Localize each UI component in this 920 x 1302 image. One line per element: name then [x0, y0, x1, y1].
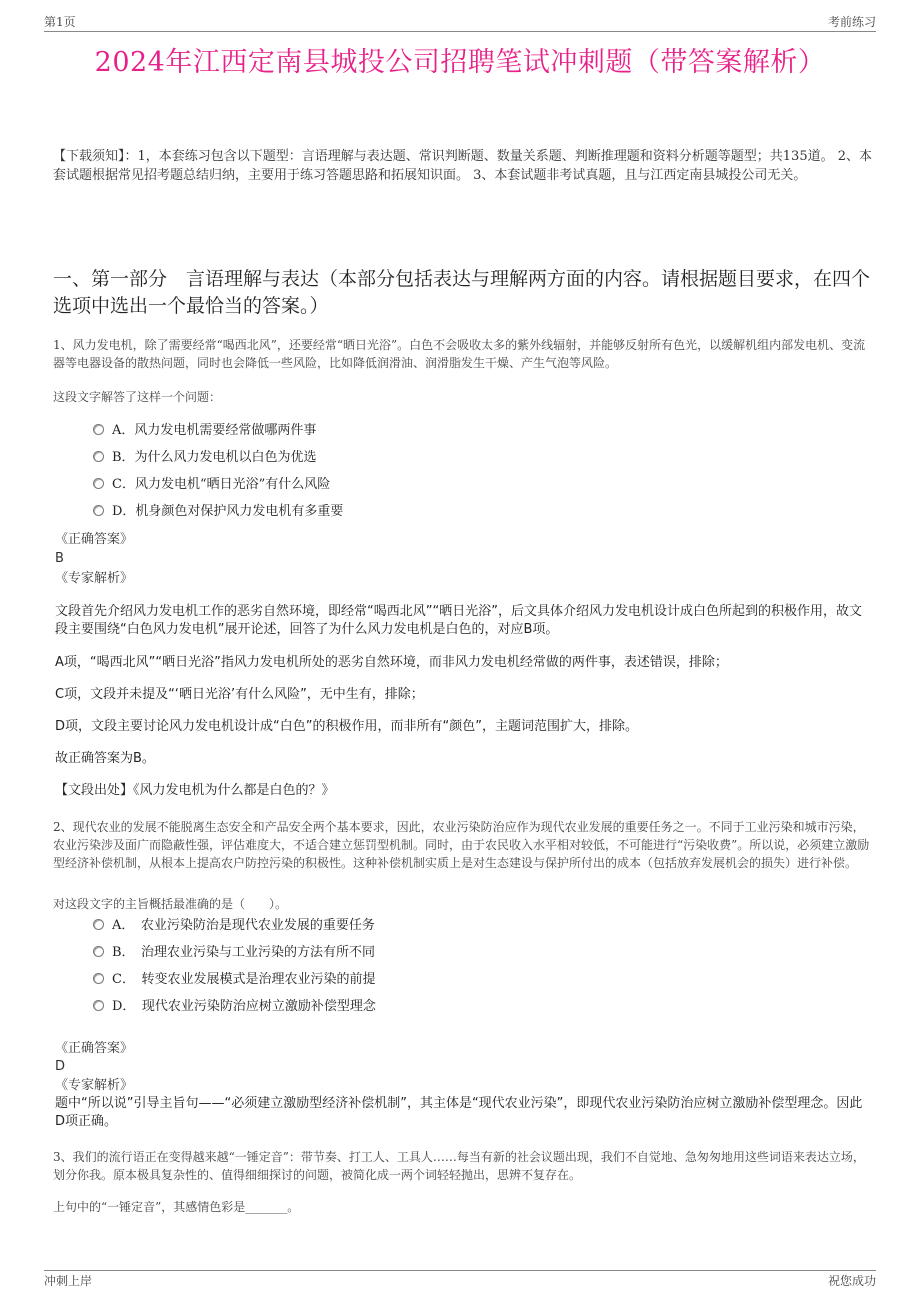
- q2-analysis-label: 《专家解析》: [55, 1078, 134, 1093]
- option-label: D． 现代农业污染防治应树立激励补偿型理念: [112, 999, 376, 1014]
- q1-option-d[interactable]: [93, 502, 343, 522]
- q1-option-c[interactable]: [93, 475, 330, 495]
- q2-option-b[interactable]: [93, 943, 375, 963]
- option-label: C． 转变农业发展模式是治理农业污染的前提: [112, 972, 376, 987]
- q1-source: 【文段出处】《风力发电机为什么都是白色的？》: [55, 783, 335, 798]
- option-label: C．风力发电机“晒日光浴”有什么风险: [112, 477, 331, 492]
- radio-icon[interactable]: [93, 451, 104, 462]
- radio-icon[interactable]: [93, 973, 104, 984]
- q1-analysis-p4: D项，文段主要讨论风力发电机设计成“白色”的积极作用，而非所有“颜色”，主题词范围扩大，排除。: [55, 719, 638, 734]
- q2-stem: 2、现代农业的发展不能脱离生态安全和产品安全两个基本要求，因此，农业污染防治应作为现代农业发展的重要任务之一。不同于工业污染和城市污染，农业污染涉及面广而隐蔽性强，评估难度大，不适合建立惩罚型机制。同时，由于农民收入水平相对较低，不可能进行“污染收费”。所以说，必须建立激励型经济补偿机制，从根本上提高农户防控污染的积极性。这种补偿机制实质上是对生态建设与保护所付出的成本（包括放弃发展机会的损失）进行补偿。: [53, 820, 870, 870]
- q1-analysis-p1: 文段首先介绍风力发电机工作的恶劣自然环境，即经常“喝西北风”“晒日光浴”，后文具体介绍风力发电机设计成白色所起到的积极作用，故文段主要围绕“白色风力发电机”展开论述，回答了为什么风力发电机是白色的，对应B项。: [55, 604, 862, 637]
- option-label: A．风力发电机需要经常做哪两件事: [112, 423, 317, 438]
- q1-analysis-p3: C项，文段并未提及“‘晒日光浴’有什么风险”，无中生有，排除；: [55, 687, 424, 702]
- footer-divider: [44, 1270, 876, 1271]
- q1-option-a[interactable]: [93, 421, 316, 441]
- q1-answer-label: 《正确答案》: [55, 532, 134, 547]
- q1-answer: B: [55, 551, 64, 566]
- q1-analysis-label: 《专家解析》: [55, 571, 134, 586]
- q2-question: 对这段文字的主旨概括最准确的是（ ）。: [53, 897, 288, 911]
- q1-option-b[interactable]: [93, 448, 317, 468]
- section-heading: 一、第一部分 言语理解与表达（本部分包括表达与理解两方面的内容。请根据题目要求，在四个选项中选出一个最恰当的答案。）: [53, 268, 871, 317]
- q1-analysis-p5: 故正确答案为B。: [55, 751, 155, 766]
- q1-analysis-p2: A项，“喝西北风”“晒日光浴”指风力发电机所处的恶劣自然环境，而非风力发电机经常做的两件事，表述错误，排除；: [55, 655, 728, 670]
- document-title: 2024年江西定南县城投公司招聘笔试冲刺题（带答案解析）: [94, 47, 826, 78]
- radio-icon[interactable]: [93, 424, 104, 435]
- option-label: A． 农业污染防治是现代农业发展的重要任务: [112, 918, 375, 933]
- q2-option-c[interactable]: [93, 970, 375, 990]
- option-label: D．机身颜色对保护风力发电机有多重要: [112, 504, 344, 519]
- q3-stem: 3、我们的流行语正在变得越来越“一锤定音”：带节奏、打工人、工具人……每当有新的社会议题出现，我们不自觉地、急匆匆地用这些词语来表达立场，划分你我。原本极具复杂性的、值得细细探讨的问题，被简化成一两个词轻轻抛出，思辨不复存在。: [53, 1150, 865, 1182]
- radio-icon[interactable]: [93, 478, 104, 489]
- radio-icon[interactable]: [93, 919, 104, 930]
- q1-stem: 1、风力发电机，除了需要经常“喝西北风”，还要经常“晒日光浴”。白色不会吸收太多的紫外线辐射，并能够反射所有色光，以缓解机组内部发电机、变流器等电器设备的散热问题，同时也会降低一些风险，比如降低润滑油、润滑脂发生干燥、产生气泡等风险。: [53, 338, 866, 370]
- footer-left-text: 冲刺上岸: [44, 1274, 93, 1288]
- q2-analysis: 题中“所以说”引导主旨句——“必须建立激励型经济补偿机制”，其主体是“现代农业污染”，即现代农业污染防治应树立激励补偿型理念。因此D项正确。: [55, 1096, 863, 1129]
- page-number: 第1页: [44, 15, 76, 29]
- q3-question: 上句中的“一锤定音”，其感情色彩是_______。: [53, 1200, 300, 1214]
- radio-icon[interactable]: [93, 946, 104, 957]
- q2-option-d[interactable]: [93, 997, 376, 1017]
- header-label: 考前练习: [827, 15, 876, 29]
- q2-answer-label: 《正确答案》: [55, 1041, 134, 1056]
- q2-answer: D: [55, 1059, 66, 1074]
- q1-question: 这段文字解答了这样一个问题：: [53, 390, 222, 404]
- option-label: B．为什么风力发电机以白色为优选: [112, 450, 317, 465]
- footer-right-text: 祝您成功: [827, 1274, 876, 1288]
- header-divider: [44, 31, 876, 32]
- download-notice: 【下载须知】：1，本套练习包含以下题型：言语理解与表达题、常识判断题、数量关系题、判断推理题和资料分析题等题型；共135道。 2、本套试题根据常见招考题总结归纳，主要用于练习答题思路和拓展知识面。 3、本套试题非考试真题，且与江西定南县城投公司无关。: [53, 149, 872, 183]
- q2-option-a[interactable]: [93, 916, 375, 936]
- option-label: B． 治理农业污染与工业污染的方法有所不同: [112, 945, 376, 960]
- radio-icon[interactable]: [93, 1000, 104, 1011]
- radio-icon[interactable]: [93, 505, 104, 516]
